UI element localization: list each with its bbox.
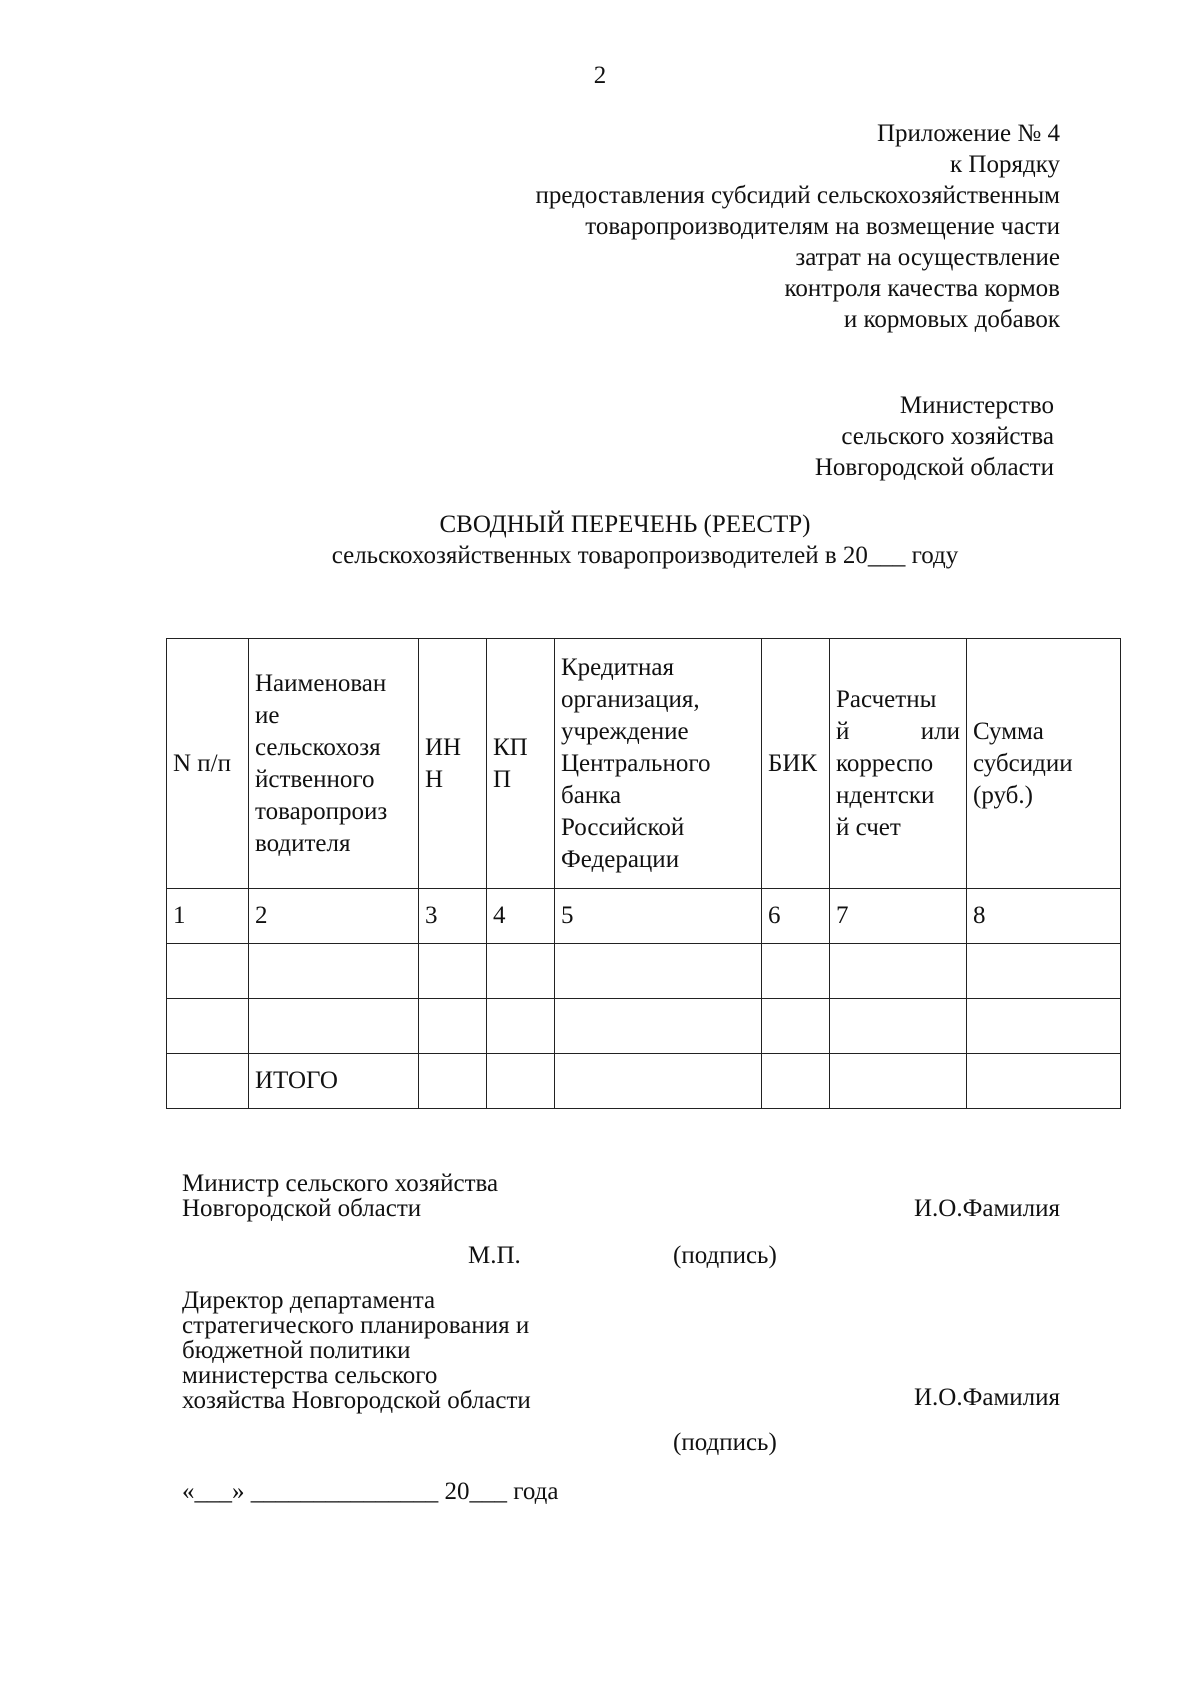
empty-cell [487, 944, 555, 999]
appendix-line: предоставления субсидий сельскохозяйственным [535, 182, 1060, 209]
empty-cell [830, 1054, 967, 1109]
table-row-total [167, 1054, 1121, 1109]
table-row-column-numbers [167, 889, 1121, 944]
minister-title-line: Новгородской области [182, 1195, 422, 1222]
empty-cell [249, 944, 419, 999]
header-cell-credit-organization: Кредитная организация, учреждение Центрального банка Российской Федерации [555, 639, 762, 889]
appendix-line: к Порядку [950, 151, 1060, 178]
addressee-line: сельского хозяйства [841, 423, 1054, 450]
title-line-1: СВОДНЫЙ ПЕРЕЧЕНЬ (РЕЕСТР) [439, 511, 811, 538]
empty-cell [419, 999, 487, 1054]
empty-cell [419, 944, 487, 999]
column-number-cell: 2 [249, 889, 419, 944]
addressee-line: Новгородской области [814, 454, 1054, 481]
empty-cell [419, 1054, 487, 1109]
table-header-row [167, 639, 1121, 889]
table-row-empty [167, 944, 1121, 999]
column-number-cell: 1 [167, 889, 249, 944]
empty-cell [555, 944, 762, 999]
addressee-line: Министерство [899, 392, 1054, 419]
director-title-line: бюджетной политики [182, 1337, 411, 1364]
empty-cell [167, 944, 249, 999]
empty-cell [555, 1054, 762, 1109]
appendix-line: затрат на осуществление [795, 244, 1060, 271]
empty-cell [967, 944, 1121, 999]
appendix-line: товаропроизводителям на возмещение части [585, 213, 1060, 240]
director-title-line: хозяйства Новгородской области [182, 1387, 531, 1414]
director-title-line: Директор департамента [182, 1287, 436, 1314]
column-number-cell: 6 [762, 889, 830, 944]
empty-cell [555, 999, 762, 1054]
column-number-cell: 5 [555, 889, 762, 944]
minister-title [182, 1171, 498, 1221]
header-cell-kpp: КП П [487, 639, 555, 889]
appendix-line: Приложение № 4 [876, 120, 1060, 147]
page-number: 2 [593, 62, 607, 89]
header-cell-inn: ИН Н [419, 639, 487, 889]
director-name: И.О.Фамилия [914, 1384, 1061, 1411]
empty-cell [967, 1054, 1121, 1109]
signature-label: (подпись) [673, 1242, 777, 1269]
empty-cell [762, 944, 830, 999]
empty-cell [762, 999, 830, 1054]
header-cell-number: N п/п [167, 639, 249, 889]
empty-cell [487, 1054, 555, 1109]
empty-cell [830, 999, 967, 1054]
column-number-cell: 3 [419, 889, 487, 944]
header-cell-account: Расчетны й или корреспо ндентски й счет [830, 639, 967, 889]
total-label: ИТОГО [249, 1054, 419, 1109]
appendix-reference [536, 118, 1061, 335]
header-cell-subsidy-amount: Сумма субсидии (руб.) [967, 639, 1121, 889]
appendix-line: контроля качества кормов [784, 275, 1060, 302]
seal-label: М.П. [468, 1242, 521, 1269]
signature-label: (подпись) [673, 1429, 777, 1456]
table-row-empty [167, 999, 1121, 1054]
date-line: «___» _______________ 20___ года [182, 1478, 559, 1505]
empty-cell [762, 1054, 830, 1109]
registry-table [166, 638, 1121, 1109]
addressee-block [815, 390, 1054, 483]
column-number-cell: 8 [967, 889, 1121, 944]
empty-cell [167, 999, 249, 1054]
column-number-cell: 4 [487, 889, 555, 944]
header-cell-producer-name: Наименован ие сельскохозя йственного товаропроиз водителя [249, 639, 419, 889]
column-number-cell: 7 [830, 889, 967, 944]
title-line-2: сельскохозяйственных товаропроизводителей в 20___ году [331, 542, 959, 569]
director-title-line: стратегического планирования и [182, 1312, 530, 1339]
document-title [0, 509, 1200, 571]
empty-cell [487, 999, 555, 1054]
empty-cell [167, 1054, 249, 1109]
empty-cell [830, 944, 967, 999]
director-title-line: министерства сельского [182, 1362, 438, 1389]
appendix-line: и кормовых добавок [843, 306, 1060, 333]
minister-name: И.О.Фамилия [914, 1195, 1061, 1222]
header-cell-bik: БИК [762, 639, 830, 889]
minister-title-line: Министр сельского хозяйства [182, 1170, 499, 1197]
director-title [182, 1288, 531, 1413]
empty-cell [967, 999, 1121, 1054]
empty-cell [249, 999, 419, 1054]
